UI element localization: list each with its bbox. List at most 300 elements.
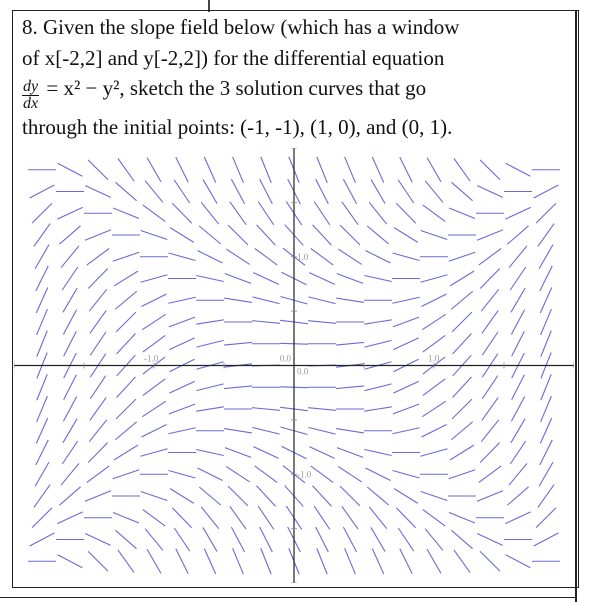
slope-segment	[143, 335, 165, 352]
slope-segment	[88, 551, 108, 571]
slope-segment	[511, 288, 525, 312]
slope-segment	[480, 442, 500, 462]
slope-segment	[425, 529, 443, 551]
slope-segment	[36, 266, 48, 291]
slope-segment	[482, 376, 498, 399]
slope-segment	[87, 248, 109, 265]
slope-segment	[255, 248, 277, 265]
problem-text-2: of x[-2,2] and y[-2,2]) for the differential equation	[22, 45, 445, 70]
slope-segment	[534, 185, 559, 198]
slope-segment	[422, 401, 445, 416]
slope-segment	[450, 445, 474, 460]
slope-segment	[338, 467, 361, 482]
slope-segment	[196, 320, 224, 324]
slope-segment	[141, 294, 166, 306]
slope-segment	[32, 508, 52, 528]
slope-segment	[172, 203, 192, 223]
slope-segment	[36, 440, 48, 465]
slope-field-plot	[14, 148, 574, 583]
slope-segment	[115, 182, 136, 200]
slope-segment	[58, 163, 83, 176]
slope-segment	[118, 158, 134, 181]
slope-segment	[169, 338, 194, 350]
slope-segment	[170, 489, 194, 504]
slope-segment	[393, 470, 420, 478]
slope-segment	[481, 289, 499, 311]
slope-segment	[541, 309, 552, 335]
slope-segment	[199, 487, 220, 505]
slope-segment	[505, 512, 530, 524]
slope-segment	[117, 333, 136, 354]
slope-segment	[425, 181, 443, 203]
slope-segment	[392, 428, 419, 434]
problem-text-1: Given the slope field below (which has a window	[43, 15, 460, 39]
slope-segment	[536, 508, 556, 528]
slope-segment	[308, 408, 336, 411]
slope-segment	[512, 375, 525, 400]
slope-segment	[427, 549, 441, 573]
slope-segment	[369, 507, 387, 529]
slope-segment	[116, 399, 136, 419]
slope-segment	[479, 466, 501, 483]
slope-segment	[174, 180, 190, 203]
slope-segment	[364, 407, 392, 411]
slope-segment	[233, 157, 244, 183]
slope-segment	[506, 555, 531, 568]
slope-segment	[507, 226, 528, 244]
slope-segment	[63, 288, 77, 312]
slope-segment	[169, 381, 194, 393]
slope-segment	[62, 267, 78, 290]
slope-segment	[201, 202, 219, 224]
problem-line-4	[22, 112, 572, 143]
slope-segment	[342, 202, 358, 225]
slope-segment	[454, 158, 470, 181]
slope-segment	[421, 425, 446, 437]
slope-segment	[365, 468, 390, 480]
slope-segment	[365, 251, 390, 263]
slope-segment	[63, 419, 77, 443]
slope-segment	[337, 448, 363, 458]
fraction-numerator: dy	[23, 78, 39, 95]
slope-segment	[32, 203, 52, 223]
slope-segment	[392, 297, 419, 303]
slope-segment	[143, 205, 165, 222]
slope-segment	[540, 287, 551, 313]
slope-segment	[142, 314, 165, 329]
slope-segment	[225, 448, 251, 458]
slope-segment	[90, 398, 106, 421]
slope-segment	[261, 157, 271, 183]
slope-segment	[196, 384, 223, 391]
problem-line-1	[22, 12, 572, 43]
slope-segment	[482, 311, 498, 334]
slope-segment	[396, 203, 416, 223]
slope-segment	[371, 527, 385, 551]
slope-segment	[480, 160, 500, 180]
y-tick-label-neg: -1.0	[297, 469, 312, 480]
slope-segment	[228, 225, 248, 245]
slope-segment	[450, 271, 474, 286]
slope-segment	[449, 208, 475, 218]
slope-segment	[196, 407, 224, 411]
slope-segment	[393, 381, 418, 393]
slope-segment	[260, 527, 273, 552]
slope-segment	[336, 342, 364, 345]
slope-segment	[228, 486, 248, 506]
slope-segment	[505, 207, 530, 219]
slope-segment	[113, 208, 139, 218]
slope-segment	[477, 186, 502, 198]
slope-segment	[57, 512, 82, 524]
slope-segment	[115, 530, 136, 548]
equation-rhs: = x² − y², sketch the 3 solution curves that go	[46, 76, 427, 100]
slope-segment	[421, 449, 448, 457]
slope-segment	[37, 396, 48, 422]
slope-segment	[540, 440, 552, 465]
slope-segment	[453, 377, 472, 398]
slope-segment	[512, 331, 525, 356]
slope-segment	[118, 550, 134, 573]
slope-segment	[258, 202, 274, 225]
slope-segment	[64, 375, 77, 400]
slope-segment	[394, 489, 418, 504]
slope-segment	[398, 180, 414, 203]
slope-segment	[226, 249, 249, 264]
slope-segment	[85, 491, 111, 501]
slope-segment	[345, 548, 356, 574]
slope-segment	[252, 408, 280, 411]
slope-segment	[369, 202, 387, 224]
slope-segment	[169, 317, 195, 327]
slope-segment	[421, 275, 448, 283]
slope-segment	[540, 266, 552, 291]
slope-segment	[316, 179, 329, 204]
slope-segment	[89, 289, 107, 311]
slope-segment	[230, 202, 246, 225]
slope-segment	[449, 513, 475, 523]
slope-segment	[451, 182, 472, 200]
slope-segment	[480, 551, 500, 571]
slope-segment	[337, 274, 363, 284]
slope-segment	[400, 157, 412, 182]
slope-segment	[116, 312, 136, 332]
slope-segment	[224, 342, 252, 345]
slope-segment	[204, 157, 215, 183]
slope-segment	[541, 396, 552, 422]
slope-segment	[314, 506, 330, 529]
slope-segment	[196, 340, 223, 347]
slope-segment	[398, 528, 414, 551]
y-tick-label-pos: 1.0	[297, 251, 309, 262]
slope-segment	[113, 513, 139, 523]
slope-segment	[311, 248, 333, 265]
slope-segment	[230, 506, 246, 529]
slope-segment	[400, 549, 412, 574]
slope-segment	[58, 555, 83, 568]
slope-segment	[364, 320, 392, 324]
slope-segment	[203, 179, 217, 203]
slope-segment	[477, 491, 503, 501]
slope-segment	[89, 420, 107, 442]
slope-segment	[482, 398, 498, 421]
slope-segment	[509, 246, 527, 268]
slope-segment	[511, 419, 525, 443]
slope-segment	[224, 298, 252, 302]
slope-segment	[170, 228, 194, 243]
slope-segment	[477, 230, 503, 240]
slope-segment	[64, 331, 77, 356]
slope-segment	[115, 422, 136, 440]
slope-segment	[141, 425, 166, 437]
slope-segment	[88, 442, 108, 462]
slope-segment	[117, 377, 136, 398]
slope-segment	[340, 486, 360, 506]
slope-segment	[168, 297, 195, 303]
slope-segment	[169, 470, 196, 478]
slope-segment	[510, 441, 526, 464]
slope-segment	[364, 450, 391, 456]
slope-segment	[308, 427, 335, 434]
slope-segment	[226, 467, 249, 482]
slope-segment	[338, 249, 361, 264]
slope-segment	[231, 527, 244, 552]
slope-segment	[452, 312, 472, 332]
slope-segment	[253, 273, 278, 285]
slope-segment	[372, 157, 383, 183]
slope-segment	[199, 226, 220, 244]
fraction-denominator: dx	[23, 95, 39, 112]
slope-segment	[393, 317, 419, 327]
slope-segment	[142, 401, 165, 416]
frame-right-edge	[575, 10, 577, 602]
slope-segment	[536, 203, 556, 223]
slope-segment	[534, 533, 559, 546]
slope-segment	[541, 374, 551, 400]
slope-segment	[477, 534, 502, 546]
problem-statement	[22, 12, 572, 143]
bottom-rule	[0, 597, 577, 598]
slope-segment	[85, 230, 111, 240]
slope-segment	[113, 470, 139, 479]
slope-segment	[427, 158, 441, 182]
slope-segment	[396, 508, 416, 528]
slope-segment	[451, 530, 472, 548]
slope-field-svg	[14, 148, 574, 583]
slope-segment	[541, 331, 551, 357]
slope-segment	[90, 311, 106, 334]
slope-segment	[480, 268, 500, 288]
derivative-fraction	[22, 79, 39, 112]
slope-segment	[340, 225, 360, 245]
x-tick-label-pos: 1.0	[428, 353, 440, 364]
slope-segment	[509, 463, 527, 485]
slope-segment	[196, 276, 223, 282]
slope-segment	[481, 420, 499, 442]
slope-segment	[168, 428, 195, 434]
slope-segment	[176, 549, 188, 574]
slope-segment	[454, 550, 470, 573]
slope-segment	[367, 487, 388, 505]
slope-segment	[308, 321, 336, 324]
slope-segment	[57, 207, 82, 219]
slope-segment	[257, 486, 276, 507]
slope-segment	[224, 386, 252, 389]
slope-segment	[147, 158, 161, 182]
slope-segment	[364, 384, 391, 391]
slope-segment	[90, 376, 106, 399]
slope-segment	[423, 379, 445, 396]
slope-segment	[252, 427, 279, 434]
slope-segment	[36, 418, 47, 444]
slope-segment	[143, 509, 165, 526]
slope-segment	[59, 226, 80, 244]
slope-segment	[317, 548, 327, 574]
slope-segment	[145, 181, 163, 203]
problem-line-3	[22, 73, 572, 112]
y-tick-label-zero: 0.0	[297, 366, 309, 377]
slope-segment	[176, 157, 188, 182]
slope-segment	[172, 508, 192, 528]
slope-segment	[30, 185, 55, 198]
slope-segment	[343, 527, 356, 552]
slope-segment	[316, 527, 329, 552]
slope-segment	[539, 245, 553, 269]
slope-segment	[35, 245, 49, 269]
slope-segment	[37, 331, 47, 357]
slope-segment	[37, 309, 48, 335]
slope-segment	[141, 275, 168, 283]
slope-segment	[309, 447, 334, 459]
slope-segment	[336, 386, 364, 389]
slope-segment	[90, 332, 106, 355]
slope-segment	[260, 179, 273, 204]
slope-segment	[63, 397, 76, 422]
slope-segment	[345, 157, 356, 183]
slope-segment	[113, 252, 139, 261]
slope-segment	[342, 506, 358, 529]
slope-segment	[255, 466, 277, 483]
slope-segment	[313, 486, 332, 507]
slope-segment	[393, 404, 419, 414]
problem-line-2	[22, 43, 572, 74]
problem-text-4: through the initial points: (-1, -1), (1, 0), and (0, 1).	[22, 115, 453, 139]
slope-segment	[317, 157, 327, 183]
problem-number: 8.	[22, 15, 38, 39]
slope-segment	[261, 548, 271, 574]
slope-segment	[224, 429, 252, 433]
slope-segment	[539, 462, 553, 486]
slope-segment	[169, 404, 195, 414]
slope-segment	[309, 273, 334, 285]
slope-segment	[510, 267, 526, 290]
slope-segment	[449, 470, 475, 479]
slope-segment	[423, 335, 445, 352]
slope-segment	[197, 468, 222, 480]
slope-segment	[88, 268, 108, 288]
slope-segment	[30, 533, 55, 546]
slope-segment	[451, 422, 472, 440]
slope-segment	[511, 310, 524, 335]
slope-segment	[204, 548, 215, 574]
slope-segment	[343, 179, 356, 204]
slope-segment	[507, 487, 528, 505]
slope-segment	[196, 450, 223, 456]
slope-segment	[364, 340, 391, 347]
slope-segment	[63, 310, 76, 335]
slope-segment	[538, 224, 554, 247]
slope-segment	[87, 466, 109, 483]
slope-segment	[37, 374, 47, 400]
slope-segment	[367, 226, 388, 244]
slope-segment	[62, 441, 78, 464]
slope-segment	[197, 251, 222, 263]
slope-segment	[506, 163, 531, 176]
slope-segment	[453, 333, 472, 354]
slope-segment	[225, 274, 251, 284]
slope-segment	[88, 160, 108, 180]
slope-segment	[372, 548, 383, 574]
slope-segment	[540, 418, 551, 444]
slope-segment	[34, 224, 50, 247]
slope-segment	[145, 529, 163, 551]
slope-segment	[141, 230, 167, 239]
slope-segment	[308, 297, 335, 304]
slope-segment	[231, 179, 244, 204]
x-tick-label-neg: -1.0	[144, 353, 159, 364]
slope-segment	[371, 179, 385, 203]
slope-segment	[482, 332, 498, 355]
slope-segment	[393, 253, 420, 261]
slope-segment	[393, 338, 418, 350]
slope-segment	[311, 466, 333, 483]
slope-segment	[449, 252, 475, 261]
slope-segment	[252, 297, 279, 304]
slope-segment	[313, 225, 332, 246]
slope-segment	[421, 491, 447, 500]
slope-segment	[233, 548, 244, 574]
slope-segment	[59, 487, 80, 505]
slope-segment	[203, 527, 217, 551]
slope-segment	[115, 291, 136, 309]
slope-segment	[169, 253, 196, 261]
slope-segment	[451, 291, 472, 309]
slope-segment	[85, 186, 110, 198]
slope-segment	[141, 449, 168, 457]
slope-segment	[479, 248, 501, 265]
slope-segment	[314, 202, 330, 225]
slope-segment	[61, 246, 79, 268]
slope-segment	[114, 271, 138, 286]
slope-segment	[36, 287, 47, 313]
slope-segment	[174, 528, 190, 551]
slope-segment	[252, 321, 280, 324]
slope-segment	[147, 549, 161, 573]
slope-segment	[421, 294, 446, 306]
slope-segment	[143, 379, 165, 396]
slope-segment	[511, 397, 524, 422]
slope-segment	[394, 228, 418, 243]
slope-segment	[423, 205, 445, 222]
slope-segment	[421, 230, 447, 239]
slope-segment	[452, 399, 472, 419]
slope-segment	[257, 225, 276, 246]
slope-segment	[201, 507, 219, 529]
slope-segment	[61, 463, 79, 485]
slope-segment	[85, 534, 110, 546]
x-tick-label-zero: 0.0	[279, 353, 291, 364]
slope-segment	[35, 462, 49, 486]
